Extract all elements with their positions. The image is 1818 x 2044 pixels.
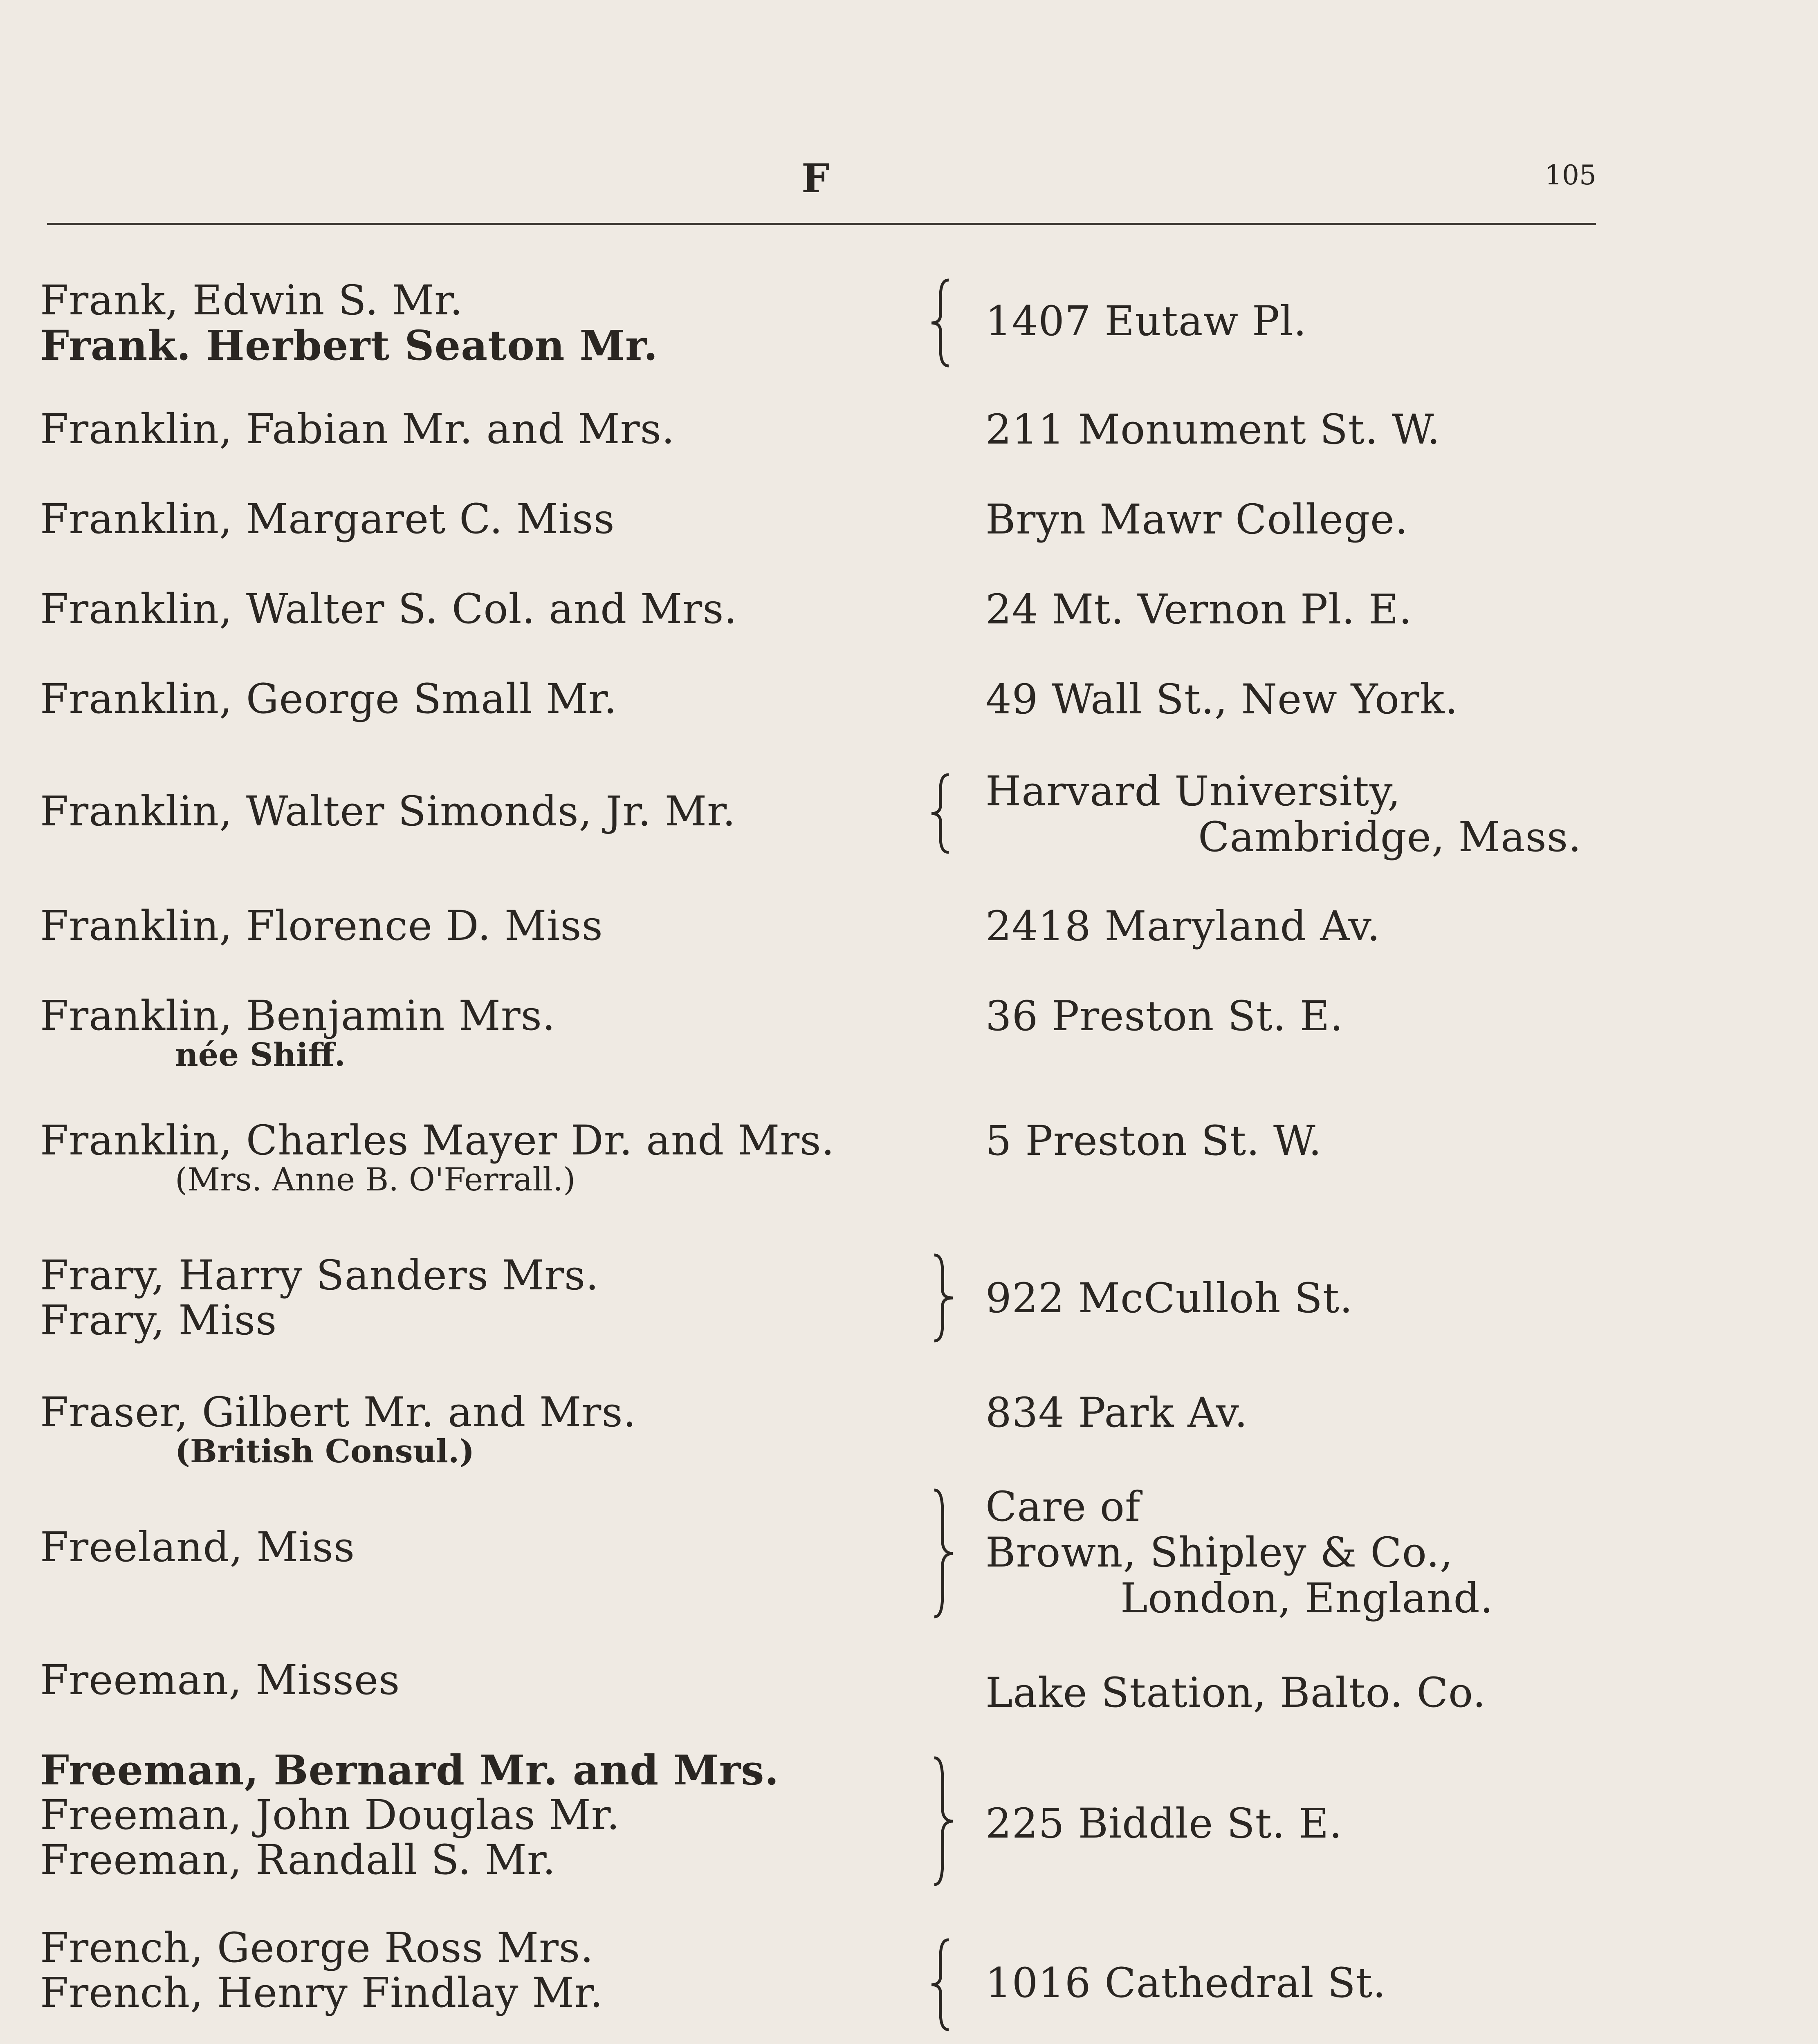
entry-names	[40, 1658, 400, 1703]
entry-names	[40, 993, 556, 1072]
entry-address	[985, 1960, 1386, 2006]
brace-icon	[928, 1253, 957, 1343]
header-rule	[47, 223, 1596, 225]
entry-names	[40, 1525, 355, 1570]
address-line: 1016 Cathedral St.	[985, 1959, 1386, 2007]
entry-address	[985, 1484, 1493, 1621]
address-line: 49 Wall St., New York.	[985, 675, 1459, 723]
address-line: Lake Station, Balto. Co.	[985, 1669, 1486, 1717]
entry-name: Frank. Herbert Seaton Mr.	[40, 321, 658, 370]
address-line: London, England.	[1120, 1574, 1494, 1622]
address-line: 922 McCulloh St.	[985, 1274, 1353, 1322]
address-line: Cambridge, Mass.	[1198, 813, 1582, 861]
entry-address	[985, 298, 1307, 344]
entry-name: Freeman, Bernard Mr. and Mrs.	[40, 1746, 779, 1794]
entry-name: French, George Ross Mrs.	[40, 1924, 594, 1972]
entry-address	[985, 677, 1458, 722]
entry-address	[985, 769, 1582, 860]
entry-name: Freeman, Misses	[40, 1656, 400, 1704]
entry-name: Franklin, Benjamin Mrs.	[40, 992, 556, 1040]
entry-names	[40, 278, 658, 368]
entry-note: née Shiff.	[175, 1036, 346, 1074]
entry-address	[985, 407, 1441, 453]
entry-name: Freeman, Randall S. Mr.	[40, 1836, 556, 1884]
entry-name: Franklin, George Small Mr.	[40, 675, 617, 723]
address-line: 1407 Eutaw Pl.	[985, 297, 1307, 345]
brace-icon	[928, 1488, 957, 1619]
entry-name: Franklin, Fabian Mr. and Mrs.	[40, 405, 675, 453]
address-line: 24 Mt. Vernon Pl. E.	[985, 585, 1412, 633]
entry-name: Franklin, Walter S. Col. and Mrs.	[40, 585, 738, 633]
entry-names	[40, 677, 617, 722]
address-line: 225 Biddle St. E.	[985, 1800, 1343, 1847]
entry-name: French, Henry Findlay Mr.	[40, 1969, 604, 2017]
address-line: 36 Preston St. E.	[985, 992, 1344, 1040]
address-line: Harvard University,	[985, 767, 1401, 815]
section-letter: F	[801, 155, 830, 202]
entry-note: (Mrs. Anne B. O'Ferrall.)	[175, 1161, 576, 1198]
entry-address	[985, 903, 1380, 949]
entry-name: Frary, Miss	[40, 1296, 277, 1344]
brace-icon	[928, 278, 957, 368]
entry-name: Frank, Edwin S. Mr.	[40, 276, 463, 324]
brace-icon	[928, 1756, 957, 1887]
entry-names	[40, 1925, 603, 2015]
entry-address	[985, 1670, 1486, 1716]
address-line: 5 Preston St. W.	[985, 1117, 1322, 1165]
entry-address	[985, 1118, 1322, 1164]
entry-name: Freeman, John Douglas Mr.	[40, 1791, 620, 1839]
page-number: 105	[1545, 159, 1596, 191]
brace-icon	[928, 773, 957, 854]
entry-names	[40, 407, 675, 452]
entry-names	[40, 497, 615, 542]
address-line: 211 Monument St. W.	[985, 406, 1441, 453]
entry-address	[985, 497, 1408, 542]
address-line: Bryn Mawr College.	[985, 495, 1409, 543]
entry-address	[985, 1801, 1342, 1847]
address-line: 2418 Maryland Av.	[985, 902, 1380, 950]
entry-note: (British Consul.)	[175, 1433, 475, 1470]
entry-names	[40, 1748, 779, 1883]
entry-name: Franklin, Margaret C. Miss	[40, 495, 615, 543]
page-header	[0, 0, 1818, 229]
entry-names	[40, 789, 736, 834]
entry-name: Franklin, Walter Simonds, Jr. Mr.	[40, 787, 736, 835]
entry-name: Franklin, Charles Mayer Dr. and Mrs.	[40, 1116, 835, 1164]
entry-address	[985, 587, 1412, 632]
entry-address	[985, 1275, 1353, 1321]
address-line: 834 Park Av.	[985, 1389, 1248, 1437]
entry-names	[40, 587, 737, 632]
address-line: Care of	[985, 1483, 1141, 1531]
entry-name: Fraser, Gilbert Mr. and Mrs.	[40, 1388, 637, 1436]
entry-names	[40, 1118, 835, 1197]
address-line: Brown, Shipley & Co.,	[985, 1529, 1453, 1576]
brace-icon	[928, 1938, 957, 2032]
entry-names	[40, 903, 603, 948]
entry-name: Freeland, Miss	[40, 1523, 355, 1571]
entry-name: Frary, Harry Sanders Mrs.	[40, 1251, 599, 1299]
entry-address	[985, 1390, 1248, 1436]
entry-address	[985, 993, 1343, 1039]
entry-name: Franklin, Florence D. Miss	[40, 902, 603, 950]
entry-names	[40, 1390, 636, 1468]
entry-names	[40, 1253, 599, 1343]
